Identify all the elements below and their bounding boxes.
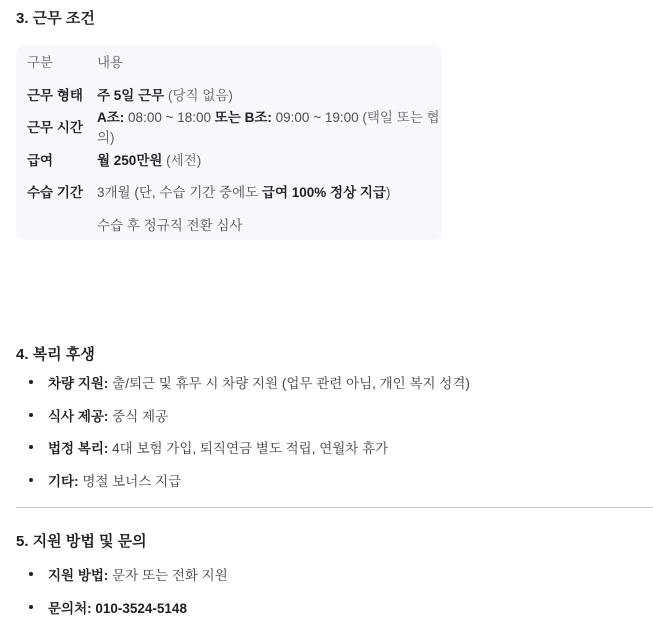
table-row-work-hours (16, 110, 442, 146)
table-header-value: 내용 (97, 55, 124, 71)
apply-list (16, 558, 636, 623)
list-item-meals (16, 399, 636, 432)
row-value: 3개월 (단, 수습 기간 중에도 급여 100% 정상 지급) (97, 185, 391, 201)
list-item-contact-phone (16, 591, 636, 624)
row-value: 월 250만원 (세전) (97, 152, 202, 168)
bullet-icon (29, 478, 33, 482)
row-value: 주 5일 근무 (당직 없음) (97, 87, 233, 103)
bullet-icon (29, 605, 33, 609)
bullet-icon (29, 380, 33, 384)
row-value: A조: 08:00 ~ 18:00 또는 B조: 09:00 ~ 19:00 (택일 또는 협의) (97, 110, 440, 146)
row-label: 근무 시간 (27, 120, 83, 136)
list-item-text: 지원 방법: 문자 또는 전화 지원 (48, 568, 228, 584)
list-item-statutory-benefits (16, 431, 636, 464)
table-header-label: 구분 (27, 55, 54, 71)
table-row-work-type (16, 78, 442, 111)
table-row-salary (16, 143, 442, 176)
bullet-icon (29, 445, 33, 449)
list-item-text: 식사 제공: 중식 제공 (48, 408, 169, 424)
row-label: 급여 (27, 152, 54, 168)
list-item-other-benefits (16, 464, 636, 497)
bullet-icon (29, 572, 33, 576)
list-item-text: 법정 복리: 4대 보험 가입, 퇴직연금 별도 적립, 연월차 휴가 (48, 441, 389, 457)
section-heading-apply: 5. 지원 방법 및 문의 (16, 533, 147, 550)
row-label: 수습 기간 (27, 185, 83, 201)
list-item-text: 문의처: 010-3524-5148 (48, 600, 187, 616)
table-header-row (16, 45, 442, 78)
row-value: 수습 후 정규직 전환 심사 (97, 217, 243, 233)
work-conditions-table (16, 45, 442, 240)
section-heading-work-conditions: 3. 근무 조건 (16, 10, 95, 27)
list-item-text: 기타: 명절 보너스 지급 (48, 473, 182, 489)
table-row-probation (16, 175, 442, 208)
list-item-vehicle-support (16, 366, 636, 399)
section-heading-benefits: 4. 복리 후생 (16, 346, 95, 363)
bullet-icon (29, 413, 33, 417)
section-divider (16, 507, 653, 508)
table-row-probation-note (16, 208, 442, 241)
list-item-text: 차량 지원: 출/퇴근 및 휴무 시 차량 지원 (업무 관련 아님, 개인 복지 성격) (48, 376, 470, 392)
benefits-list (16, 366, 636, 496)
row-label: 근무 형태 (27, 87, 83, 103)
list-item-apply-method (16, 558, 636, 591)
